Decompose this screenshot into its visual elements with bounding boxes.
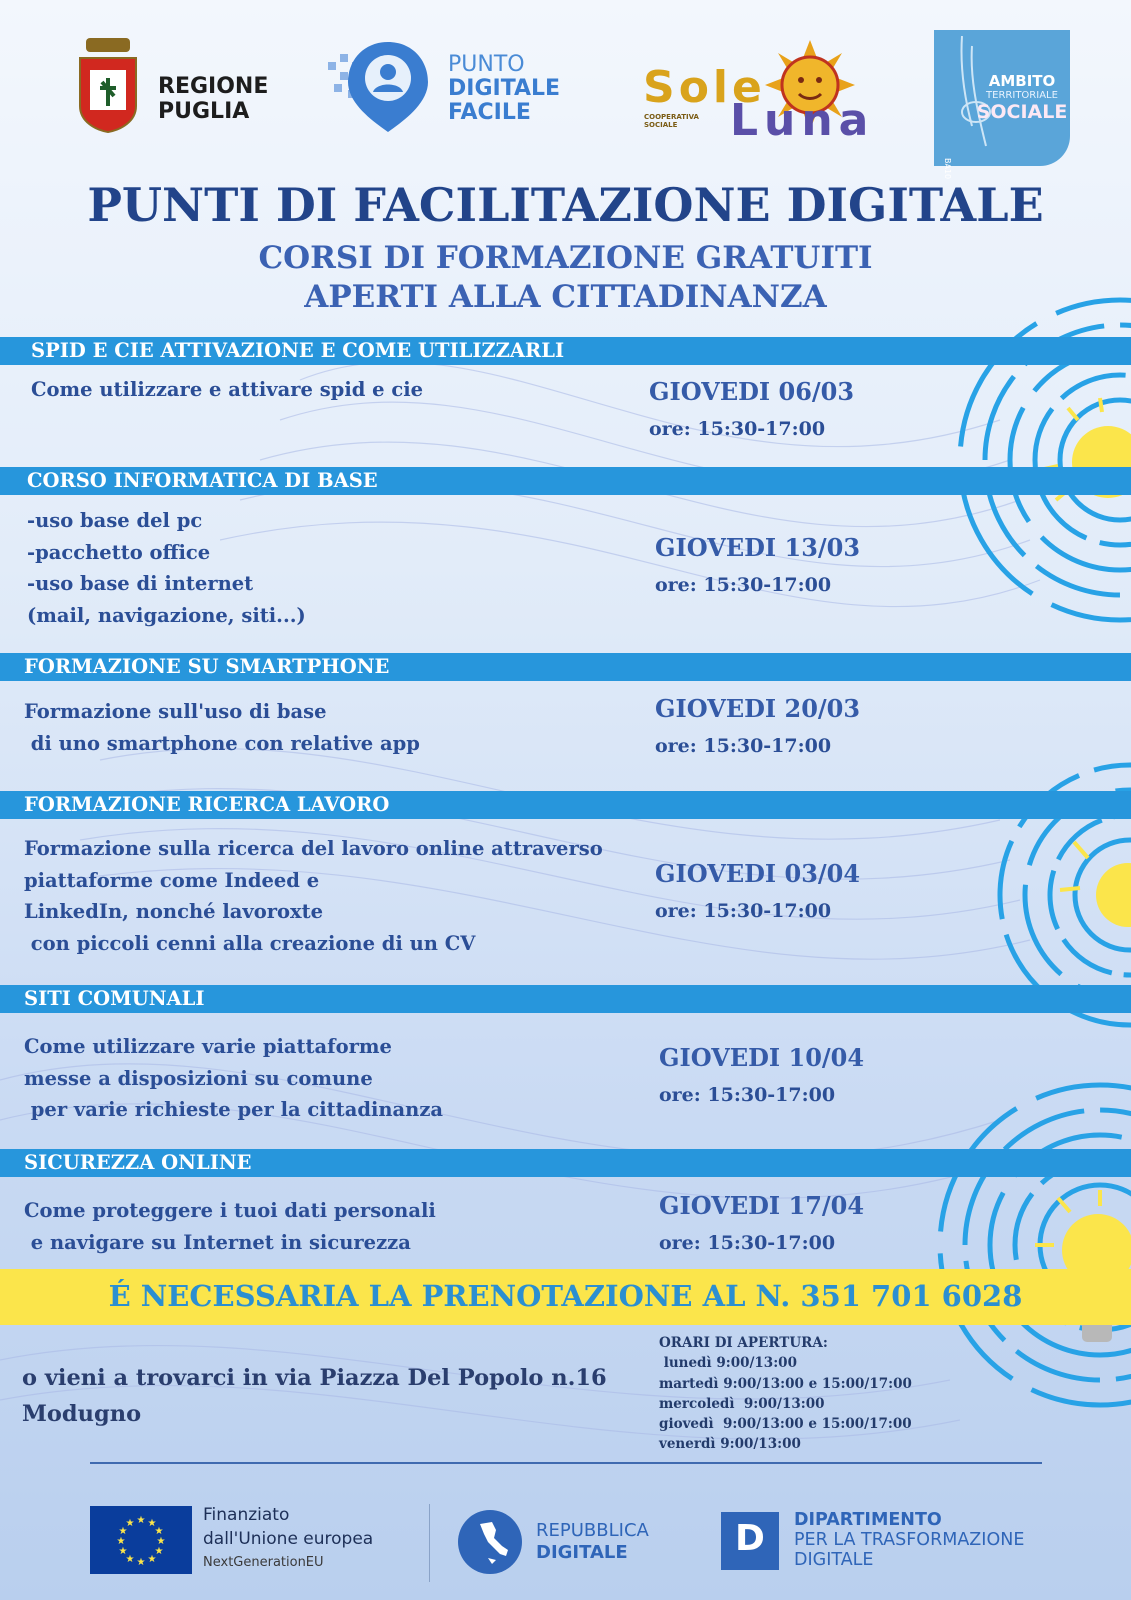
eu-line-3: NextGenerationEU xyxy=(203,1555,324,1570)
eu-flag-icon xyxy=(90,1506,192,1574)
address-line-1: o vieni a trovarci in via Piazza Del Popolo n.16 xyxy=(22,1365,607,1391)
address xyxy=(22,1360,607,1432)
footer-divider xyxy=(90,1462,1042,1464)
svg-text:★: ★ xyxy=(118,1546,128,1557)
booking-text: É NECESSARIA LA PRENOTAZIONE AL N. 351 701 6028 xyxy=(108,1279,1023,1313)
course-time: ore: 15:30-17:00 xyxy=(649,418,826,440)
facile-label: FACILE xyxy=(448,100,531,125)
opening-hours: ORARI DI APERTURA: lunedì 9:00/13:00 martedì 9:00/13:00 e 15:00/17:00 mercoledì 9:00/13:00 giovedì 9:00/13:00 e 15:00/17:00 venerdì 9:00/13:00 xyxy=(659,1335,912,1453)
course-title: FORMAZIONE SU SMARTPHONE xyxy=(24,655,390,678)
course-time: ore: 15:30-17:00 xyxy=(655,574,832,596)
regione-label: REGIONE xyxy=(158,74,269,99)
booking-bar xyxy=(0,1269,1131,1325)
luna-label: Luna xyxy=(730,95,875,146)
sociale-label: SOCIALE xyxy=(644,121,678,129)
regione-puglia-shield-icon xyxy=(76,36,140,134)
course-band-sicurezza xyxy=(0,1149,1131,1177)
svg-text:★: ★ xyxy=(125,1554,135,1565)
dipartimento-line-2: PER LA TRASFORMAZIONE xyxy=(794,1530,1025,1550)
svg-text:★: ★ xyxy=(154,1546,164,1557)
course-band-siti-comunali xyxy=(0,985,1131,1013)
course-band-spid xyxy=(0,337,1131,365)
course-description: Formazione sull'uso di base di uno smartphone con relative app xyxy=(24,700,420,755)
course-date: GIOVEDI 03/04 xyxy=(655,859,861,888)
course-description: Formazione sulla ricerca del lavoro online attraverso piattaforme come Indeed e LinkedIn, nonché lavoroxte con piccoli cenni alla creazione di un CV xyxy=(24,837,603,955)
subtitle-line-1: CORSI DI FORMAZIONE GRATUITI xyxy=(258,240,873,276)
course-date: GIOVEDI 20/03 xyxy=(655,694,861,723)
course-description: Come utilizzare e attivare spid e cie xyxy=(31,378,424,401)
dipartimento-text xyxy=(794,1510,1024,1570)
dipartimento-d-icon: D xyxy=(721,1512,779,1570)
course-time: ore: 15:30-17:00 xyxy=(655,900,832,922)
svg-text:★: ★ xyxy=(118,1526,128,1537)
course-time: ore: 15:30-17:00 xyxy=(655,735,832,757)
subtitle-line-2: APERTI ALLA CITTADINANZA xyxy=(304,279,827,315)
repubblica-label: REPUBBLICA xyxy=(536,1520,649,1541)
course-time: ore: 15:30-17:00 xyxy=(659,1232,836,1254)
sole-luna-logo xyxy=(640,40,875,150)
eu-line-2: dall'Unione europea xyxy=(203,1529,374,1549)
territoriale-label: TERRITORIALE xyxy=(986,90,1058,101)
svg-text:★: ★ xyxy=(147,1518,157,1529)
punto-digitale-facile-logo xyxy=(328,40,568,140)
svg-text:★: ★ xyxy=(147,1554,157,1565)
svg-text:★: ★ xyxy=(116,1536,126,1547)
location-pin-icon xyxy=(328,40,443,135)
dipartimento-line-1: DIPARTIMENTO xyxy=(794,1510,942,1530)
punto-label: PUNTO xyxy=(448,52,525,77)
course-date: GIOVEDI 17/04 xyxy=(659,1191,865,1220)
eu-funding-text xyxy=(203,1503,373,1575)
course-date: GIOVEDI 13/03 xyxy=(655,533,861,562)
course-title: SPID E CIE ATTIVAZIONE E COME UTILIZZARLI xyxy=(31,339,565,362)
course-band-informatica xyxy=(0,467,1131,495)
course-band-ricerca-lavoro xyxy=(0,791,1131,819)
svg-text:★: ★ xyxy=(136,1557,146,1568)
svg-text:★: ★ xyxy=(156,1536,166,1547)
ambito-territoriale-logo xyxy=(934,30,1070,180)
regione-puglia-logo xyxy=(76,36,276,136)
cooperativa-label: COOPERATIVA xyxy=(644,113,699,121)
course-title: SITI COMUNALI xyxy=(24,987,205,1010)
eu-line-1: Finanziato xyxy=(203,1505,290,1525)
course-description: Come proteggere i tuoi dati personali e navigare su Internet in sicurezza xyxy=(24,1199,436,1254)
course-description: Come utilizzare varie piattaforme messe a disposizioni su comune per varie richieste per la cittadinanza xyxy=(24,1035,444,1121)
course-date: GIOVEDI 06/03 xyxy=(649,377,855,406)
course-date: GIOVEDI 10/04 xyxy=(659,1043,865,1072)
dipartimento-line-3: DIGITALE xyxy=(794,1550,874,1570)
svg-text:★: ★ xyxy=(154,1526,164,1537)
course-band-smartphone xyxy=(0,653,1131,681)
course-time: ore: 15:30-17:00 xyxy=(659,1084,836,1106)
svg-text:★: ★ xyxy=(136,1515,146,1526)
svg-text:★: ★ xyxy=(125,1518,135,1529)
digitale-footer-label: DIGITALE xyxy=(536,1542,628,1563)
footer-vertical-divider xyxy=(429,1504,430,1582)
puglia-label: PUGLIA xyxy=(158,99,250,124)
italy-map-icon xyxy=(458,1510,522,1574)
course-title: SICUREZZA ONLINE xyxy=(24,1151,252,1174)
course-title: CORSO INFORMATICA DI BASE xyxy=(27,469,378,492)
address-line-2: Modugno xyxy=(22,1401,142,1427)
repubblica-digitale-text xyxy=(536,1520,649,1564)
course-description: -uso base del pc -pacchetto office -uso base di internet (mail, navigazione, siti...) xyxy=(27,509,306,627)
page-title: PUNTI DI FACILITAZIONE DIGITALE xyxy=(87,178,1044,232)
course-title: FORMAZIONE RICERCA LAVORO xyxy=(24,793,390,816)
sole-label: Sole xyxy=(643,62,766,113)
sociale-ats-label: SOCIALE xyxy=(976,101,1068,123)
ambito-label: AMBITO xyxy=(988,72,1056,90)
digitale-label: DIGITALE xyxy=(448,76,561,101)
ambito-code: BA10 xyxy=(943,158,952,180)
